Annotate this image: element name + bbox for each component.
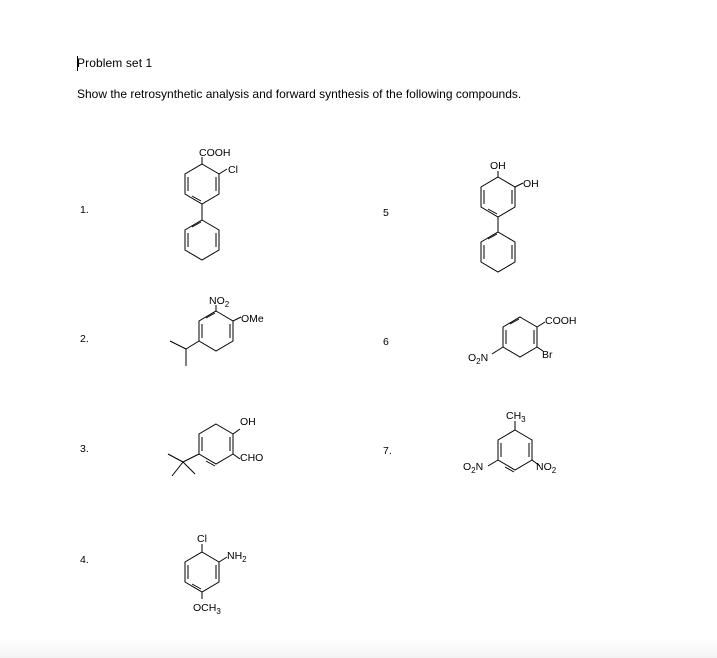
label-och3: $OCH_3$ (193, 602, 221, 616)
label-ch3: $CH_3$ (506, 410, 526, 424)
structure-1 (185, 147, 238, 260)
label-oh: OH (240, 416, 256, 428)
label-no2: $NO_2$ (209, 295, 230, 309)
structure-4 (185, 533, 247, 616)
structure-2 (170, 295, 264, 366)
label-cooh: COOH (545, 315, 577, 327)
label-nh2: $NH_2$ (227, 550, 247, 564)
label-oh-1: OH (490, 160, 506, 172)
problem-number-7: 7. (383, 445, 392, 457)
problem-number-2: 2. (80, 333, 89, 345)
document-title: Problem set 1 (77, 56, 153, 70)
structure-3 (168, 416, 263, 476)
label-cl: Cl (228, 164, 238, 176)
structure-7 (463, 410, 557, 475)
structure-5 (481, 160, 539, 272)
problem-number-1: 1. (80, 204, 89, 216)
label-oh-2: OH (523, 178, 539, 190)
problem-number-6: 6 (383, 336, 389, 348)
label-cooh: COOH (199, 147, 231, 159)
problem-number-5: 5 (383, 207, 389, 219)
label-cho: CHO (240, 452, 264, 464)
structure-6 (468, 315, 577, 366)
instructions-text: Show the retrosynthetic analysis and forward synthesis of the following compounds. (77, 87, 522, 101)
page-edge (0, 640, 717, 658)
label-o2n: $O_2N$ (463, 461, 484, 475)
problem-number-4: 4. (80, 554, 89, 566)
label-ome: OMe (241, 313, 264, 325)
label-cl: Cl (197, 533, 207, 545)
problem-number-3: 3. (80, 443, 89, 455)
label-no2: $NO_2$ (536, 461, 557, 475)
label-o2n: $O_2N$ (468, 352, 489, 366)
label-br: Br (542, 349, 553, 361)
